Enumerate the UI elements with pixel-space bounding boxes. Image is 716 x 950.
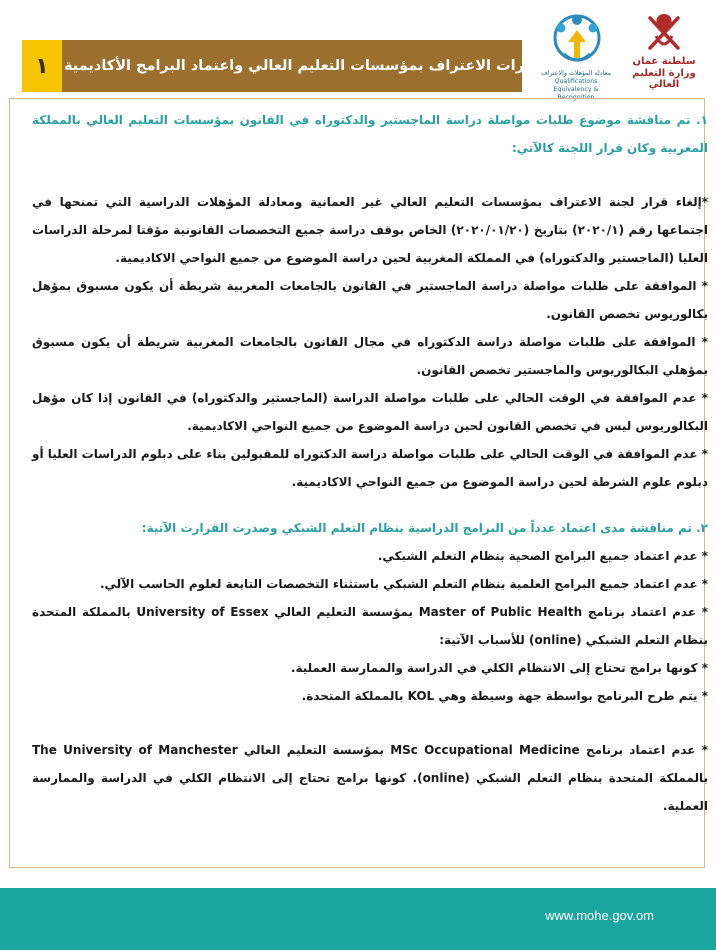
qualifications-logo-caption: معادلة المؤهلات والاعتراف Qualifications Equivalency & Recognition [541,70,611,101]
section2-heading: ٢. تم مناقشة مدى اعتماد عدداً من البرامج الدراسية بنظام التعلم الشبكي وصدرت القرارت الآتية: [141,521,708,535]
section2-item-6: * عدم اعتماد برنامج MSc Occupational Medicine بمؤسسة التعليم العالي The University of Manchester بالمملكة المتحدة بنظام التعلم الشبكي (online). كونها برامج تحتاج إلى الانتظام الكلي في الدراسة والممارسة العملية. [32,743,709,813]
page-title: قرارات الاعتراف بمؤسسات التعليم العالي واعتماد البرامج الأكاديمية [64,58,548,74]
section1-item-3: * الموافقة على طلبات مواصلة دراسة الدكتوراه في مجال القانون بالجامعات المغربية شريطة أن يكون مسبوق بمؤهلي البكالوريوس والماجستير تخصص القانون. [32,335,708,377]
section2-item-3: * عدم اعتماد برنامج Master of Public Health بمؤسسة التعليم العالي University of Essex بالمملكة المتحدة بنظام التعلم الشبكي (online) للأسباب الآتية: [32,605,709,647]
ministry-name: سلطنة عمان وزارة التعليم العالي [632,56,696,90]
section2-item-5: * يتم طرح البرنامج بواسطة جهة وسيطة وهي KOL بالمملكة المتحدة. [301,689,708,703]
decision-content [32,106,708,820]
section2-item-1: * عدم اعتماد جميع البرامج الصحية بنظام التعلم الشبكي. [377,549,708,563]
footer-website-link[interactable]: www.mohe.gov.om [545,908,654,923]
section1-item-5: * عدم الموافقة في الوقت الحالي على طلبات مواصلة دراسة الدكتوراه للمقبولين بناء على دبلوم الدراسات العليا أو دبلوم علوم الشرطة لحين دراسة الموضوع من جميع النواحي الاكاديمية. [32,447,708,489]
section1-item-1: *إلغاء قرار لجنة الاعتراف بمؤسسات التعليم العالي غير العمانية ومعادلة المؤهلات الدراسية التي تمنحها في اجتماعها رقم (٢٠٢٠/١) بتاريخ (٢٠٢٠/٠١/٢٠) الخاص بوقف دراسة جميع التخصصات القانونية مؤقتا لمرحلة الدراسات العليا (الماجستير والدكتوراه) في المملكة المغربية لحين دراسة الموضوع من جميع النواحي الاكاديمية. [32,195,708,265]
section2-item-2: * عدم اعتماد جميع البرامج العلمية بنظام التعلم الشبكي باستثناء التخصصات التابعة لعلوم الحاسب الآلي. [99,577,708,591]
page-number: ١ [22,40,62,92]
section2-item-4: * كونها برامج تحتاج إلى الانتظام الكلي في الدراسة والممارسة العملية. [290,661,708,675]
section1-item-4: * عدم الموافقة في الوقت الحالي على طلبات مواصلة الدراسة (الماجستير والدكتوراه) في القانون إذا كان مؤهل البكالوريوس ليس في تخصص القانون لحين دراسة الموضوع من جميع النواحي الاكاديمية. [32,391,708,433]
section1-heading: ١. تم مناقشة موضوع طلبات مواصلة دراسة الماجستير والدكتوراه في القانون بمؤسسات التعليم العالي بالمملكة المغربية وكان قرار اللجنة كالآتي: [32,113,708,155]
section1-item-2: * الموافقة على طلبات مواصلة دراسة الماجستير في القانون بالجامعات المغربية شريطة أن يكون مسبوق بمؤهل بكالوريوس تخصص القانون. [32,279,708,321]
